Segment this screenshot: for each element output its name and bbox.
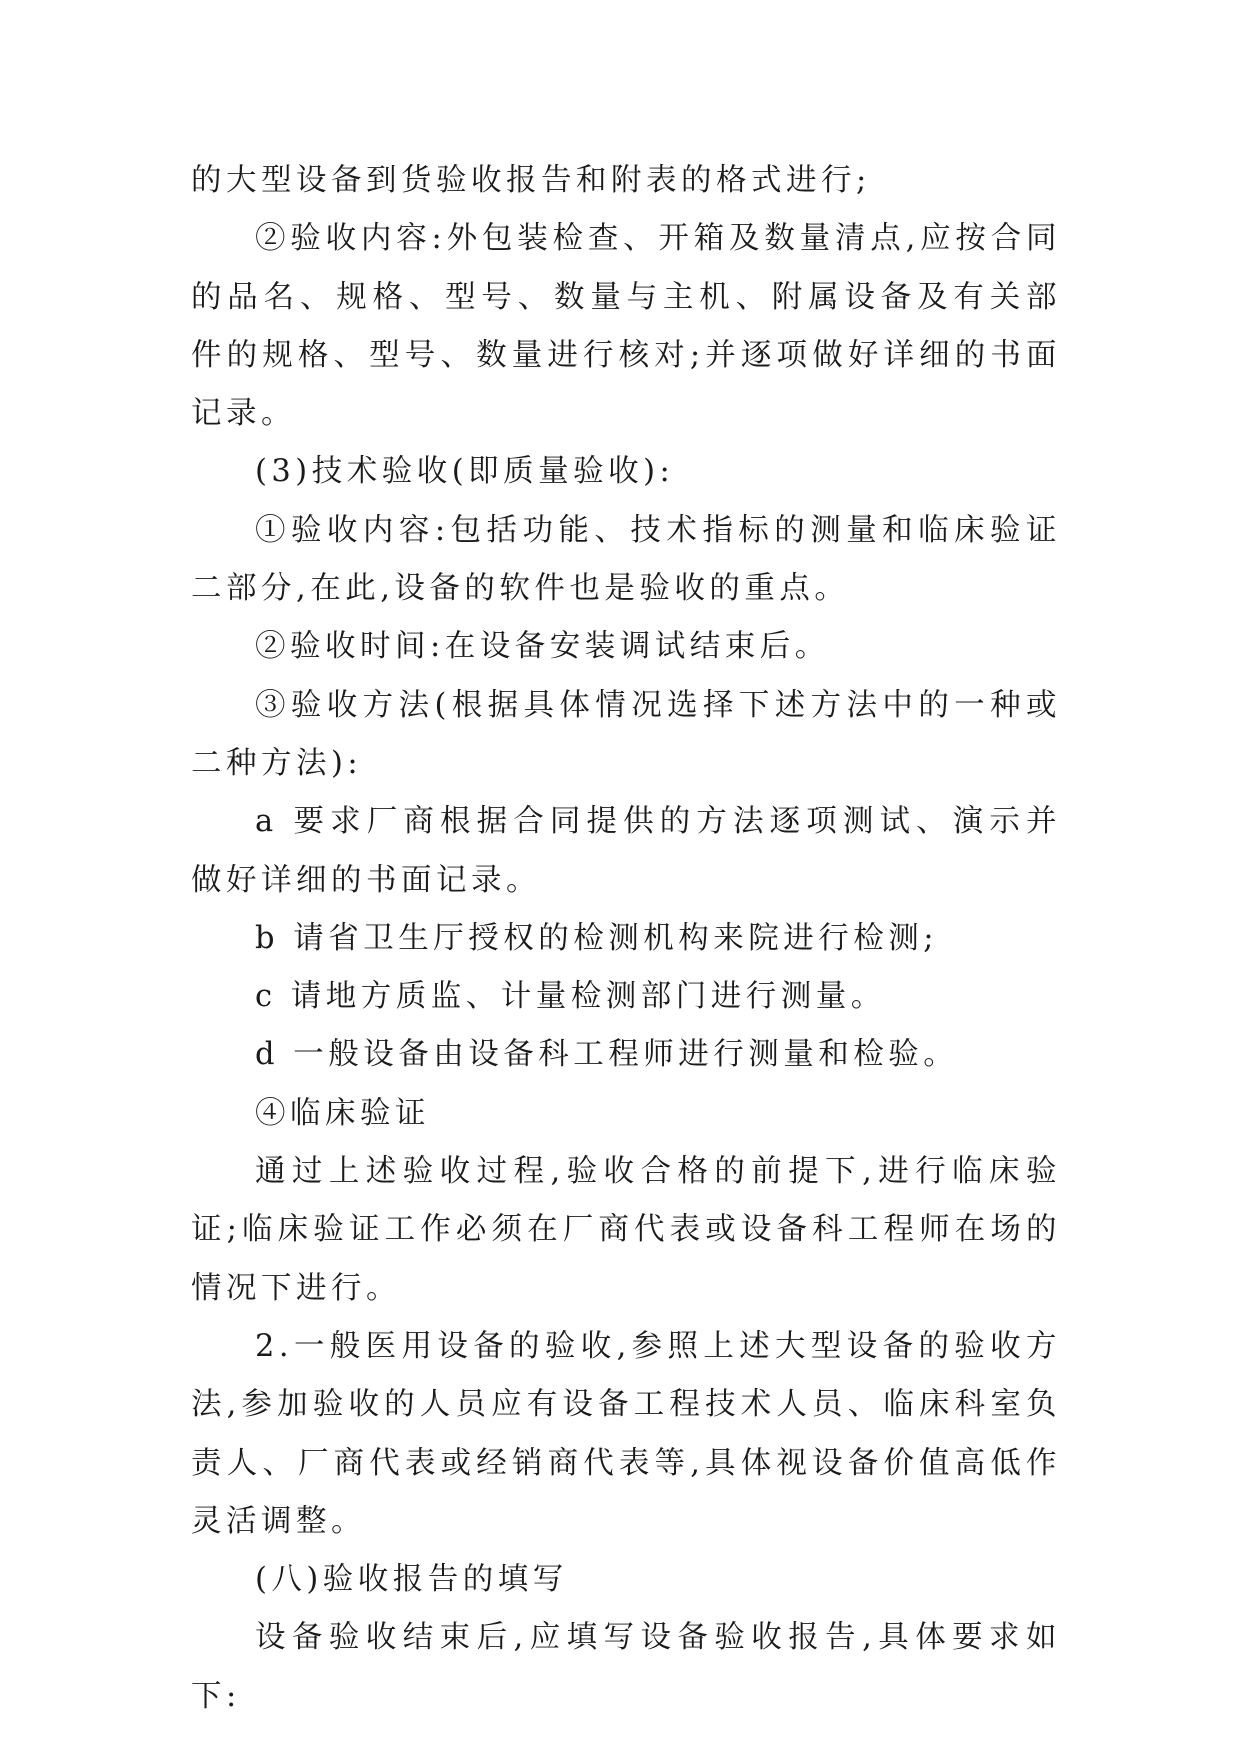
paragraph: b 请省卫生厅授权的检测机构来院进行检测;: [255, 920, 938, 956]
paragraph: (3)技术验收(即质量验收):: [255, 454, 675, 490]
paragraph: a 要求厂商根据合同提供的方法逐项测试、演示并做好详细的书面记录。: [191, 804, 1061, 898]
paragraph: ④临床验证: [255, 1095, 430, 1131]
paragraph: c 请地方质监、计量检测部门进行测量。: [255, 979, 886, 1015]
paragraph: ②验收内容:外包装检查、开箱及数量清点,应按合同的品名、规格、型号、数量与主机、附属设备及有关部件的规格、型号、数量进行核对;并逐项做好详细的书面记录。: [191, 221, 1061, 432]
paragraph: ①验收内容:包括功能、技术指标的测量和临床验证二部分,在此,设备的软件也是验收的重点。: [191, 512, 1061, 607]
paragraph: 通过上述验收过程,验收合格的前提下,进行临床验证;临床验证工作必须在厂商代表或设备科工程师在场的情况下进行。: [191, 1154, 1061, 1306]
paragraph: ③验收方法(根据具体情况选择下述方法中的一种或二种方法):: [191, 687, 1061, 781]
paragraph: 的大型设备到货验收报告和附表的格式进行;: [191, 163, 871, 198]
paragraph: 设备验收结束后,应填写设备验收报告,具体要求如下:: [191, 1620, 1061, 1714]
paragraph: (八)验收报告的填写: [255, 1562, 568, 1598]
paragraph: ②验收时间:在设备安装调试结束后。: [255, 629, 830, 665]
paragraph: d 一般设备由设备科工程师进行测量和检验。: [255, 1037, 959, 1073]
document-body: [191, 152, 1061, 1726]
paragraph: 2.一般医用设备的验收,参照上述大型设备的验收方法,参加验收的人员应有设备工程技术人员、临床科室负责人、厂商代表或经销商代表等,具体视设备价值高低作灵活调整。: [191, 1328, 1061, 1539]
